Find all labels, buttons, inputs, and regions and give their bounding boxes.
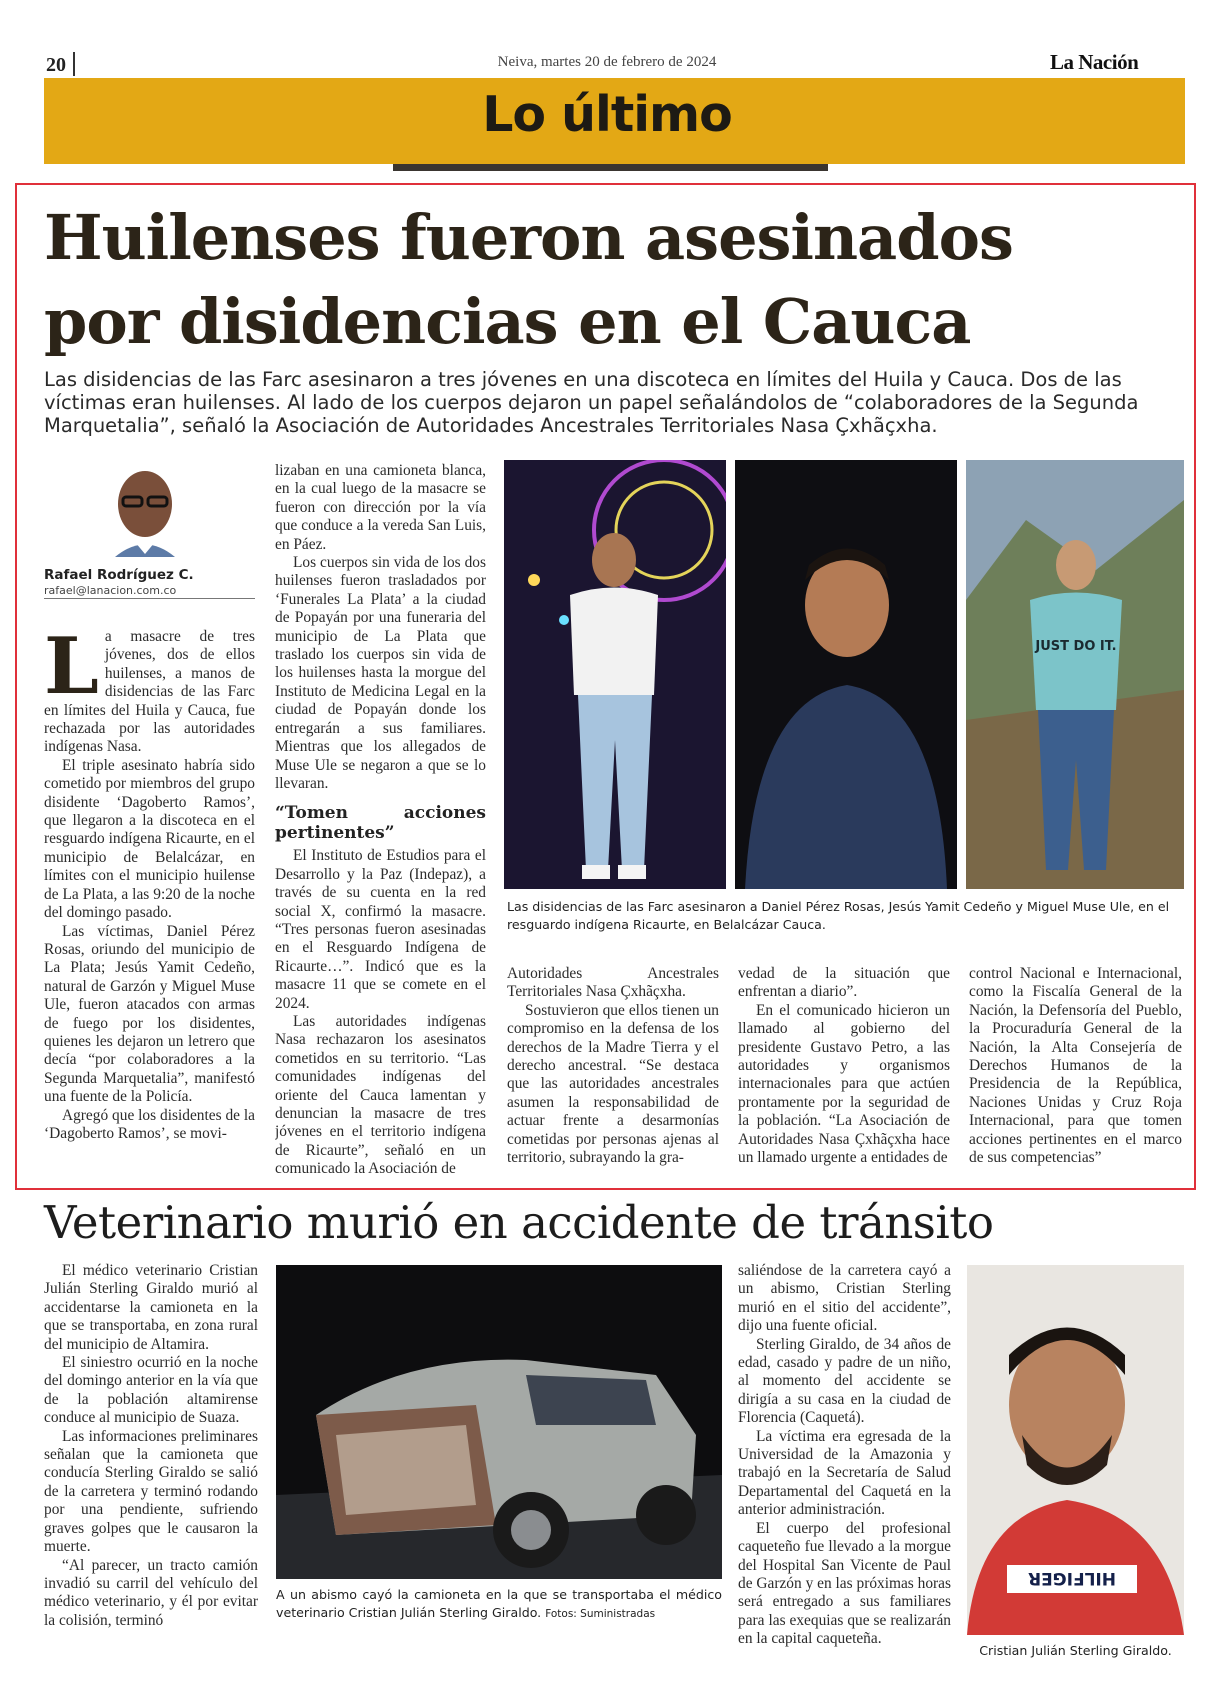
article1-column-5 — [969, 965, 1182, 1180]
portrait-caption: Cristian Julián Sterling Giraldo. — [979, 1643, 1172, 1658]
paragraph: lizaban en una camioneta blanca, en la cual luego de la masacre se fueron con dirección por la vía que conduce a la vereda San Luis, en Páez. — [275, 462, 486, 553]
article2-column-1 — [44, 1262, 258, 1697]
dateline: Neiva, martes 20 de febrero de 2024 — [497, 54, 717, 70]
headline-line-1: Huilenses fueron asesinados — [44, 201, 1013, 274]
victim-photo-1 — [504, 460, 726, 889]
paragraph: “Al parecer, un tracto camión invadió su carril del vehículo del médico veterinario, y él por evitar la colisión, terminó — [44, 1556, 258, 1629]
paragraph: a masacre de tres jóvenes, dos de ellos huilenses, a manos de disidencias de las Farc en límites del Huila y Cauca, fue rechazada por las autoridades indígenas Nasa. — [44, 628, 255, 756]
paragraph: La víctima era egresada de la Universidad de la Amazonia y trabajó en la Secretaría de Salud Departamental del Caquetá en la anterior administración. — [738, 1427, 951, 1519]
article2-headline: Veterinario murió en accidente de tránsito — [44, 1196, 994, 1249]
shirt-logo-text: JUST DO IT. — [1035, 639, 1117, 654]
article-lead: Las disidencias de las Farc asesinaron a tres jóvenes en una discoteca en límites del Huila y Cauca. Dos de las víctimas eran huilenses. Al lado de los cuerpos dejaron un papel señalándolos de “colaboradores de la Segunda Marquetalia”, señaló la Asociación de Autoridades Ancestrales Territoriales Nasa Çxhãçxha. — [44, 368, 1139, 437]
paragraph: El cuerpo del profesional caqueteño fue llevado a la morgue del Hospital San Vicente de Paul de Garzón y en las próximas horas será entregado a sus familiares para las exequias que se realizarán en la capital caqueteña. — [738, 1519, 951, 1648]
veterinarian-portrait — [967, 1265, 1184, 1635]
article1-column-4 — [738, 965, 950, 1180]
paragraph: En el comunicado hicieron un llamado al gobierno del presidente Gustavo Petro, a las autoridades y organismos internacionales para que actúen prontamente por la seguridad de la población. “La Asociación de Autoridades Nasa Çxhãçxha hace un llamado urgente a entidades de — [738, 1001, 950, 1167]
paragraph: El siniestro ocurrió en la noche del domingo anterior en la vía que de la población altamirense conduce al municipio de Suaza. — [44, 1354, 258, 1427]
crash-caption-text: A un abismo cayó la camioneta en la que se transportaba el médico veterinario Cristian Julián Sterling Giraldo. — [276, 1587, 722, 1620]
headline-line-2: por disidencias en el Cauca — [44, 285, 971, 358]
newspaper-logo: La Nación — [1050, 50, 1139, 74]
paragraph: Las víctimas, Daniel Pérez Rosas, oriundo del municipio de La Plata; Jesús Yamit Cedeño, natural de Garzón y Miguel Muse Ule, fueron atacados con armas de fuego por los disidentes, quienes les dejaron un letrero que decía “por colaboradores a la Segunda Marquetalia”, manifestó una fuente de la Policía. — [44, 922, 255, 1106]
photo-credit: Fotos: Suministradas — [545, 1608, 656, 1620]
paragraph: vedad de la situación que enfrentan a diario”. — [738, 965, 950, 1001]
article1-column-3 — [507, 965, 719, 1180]
author-photo — [105, 462, 185, 557]
paragraph: Sostuvieron que ellos tienen un compromiso en la defensa de los derechos de la Madre Tierra y el derecho ancestral. “Se destaca que las autoridades ancestrales asumen la responsabilidad de actuar frente a desarmonías cometidas por personas ajenas al territorio, subrayando la gra- — [507, 1001, 719, 1167]
paragraph: control Nacional e Internacional, como la Fiscalía General de la Nación, la Defensoría del Pueblo, la Procuraduría General de la Nación, la Alta Consejería de Derechos Humanos de la Presidencia de la República, Naciones Unidas y Cruz Roja Internacional, para que tomen acciones pertinentes en el marco de sus competencias” — [969, 965, 1182, 1167]
paragraph: saliéndose de la carretera cayó a un abismo, Cristian Sterling murió en el sitio del accidente”, dijo una fuente oficial. — [738, 1262, 951, 1335]
section-underline — [393, 164, 828, 171]
article-headline — [44, 196, 1164, 364]
victim-photo-2 — [735, 460, 957, 889]
page-number: 20 — [46, 54, 66, 76]
article1-column-2 — [275, 462, 486, 1180]
portrait-shirt-text: HILFIGER — [1028, 1568, 1116, 1588]
crash-photo-caption — [276, 1586, 722, 1623]
author-email: rafael@lanacion.com.co — [44, 584, 177, 597]
paragraph: El triple asesinato habría sido cometido por miembros del grupo disidente ‘Dagoberto Ramos’, que llegaron a la discoteca en el resguardo indígena Ricaurte, en el municipio de Belalcázar, en límites con el municipio huilense de La Plata, a las 9:20 de la noche del domingo pasado. — [44, 756, 255, 922]
author-name: Rafael Rodríguez C. — [44, 567, 194, 583]
subheading: “Tomen acciones pertinentes” — [275, 803, 486, 844]
paragraph: Las autoridades indígenas Nasa rechazaron los asesinatos cometidos en su territorio. “Las comunidades indígenas del oriente del Cauca lamentan y denuncian la masacre de tres jóvenes en el territorio indígena de Ricaurte”, señaló en un comunicado la Asociación de — [275, 1012, 486, 1178]
crash-photo — [276, 1265, 722, 1579]
drop-cap: L — [44, 628, 99, 712]
section-title: Lo último — [482, 86, 732, 143]
author-divider — [44, 598, 255, 599]
paragraph: Sterling Giraldo, de 34 años de edad, casado y padre de un niño, al momento del accidente se dirigía a su casa en la ciudad de Florencia (Caquetá). — [738, 1335, 951, 1427]
paragraph: El Instituto de Estudios para el Desarrollo y la Paz (Indepaz), a través de su cuenta en la red social X, confirmó la masacre. “Tres personas fueron asesinadas en el Resguardo Indígena de Ricaurte…”. Indicó que es la masacre 11 que se comete en el 2024. — [275, 847, 486, 1012]
paragraph: Los cuerpos sin vida de los dos huilenses fueron trasladados por ‘Funerales La Plata’ a la ciudad de Popayán por una funeraria del municipio de La Plata que traslado los cuerpos sin vida de los huilenses hasta la morgue del Instituto de Medicina Legal en la ciudad de Popayán donde los entregarán a sus familiares. Mientras que los allegados de Muse Ule se negaron a que se lo llevaran. — [275, 554, 486, 792]
article2-column-2 — [738, 1262, 951, 1697]
victim-photo-3 — [966, 460, 1184, 889]
article1-column-1 — [44, 628, 255, 1180]
paragraph: El médico veterinario Cristian Julián Sterling Giraldo murió al accidentarse la camioneta en la que se transportaba, en zona rural del municipio de Altamira. — [44, 1262, 258, 1353]
paragraph: Agregó que los disidentes de la ‘Dagoberto Ramos’, se movi- — [44, 1106, 255, 1142]
paragraph: Autoridades Ancestrales Territoriales Nasa Çxhãçxha. — [507, 965, 719, 1001]
paragraph: Las informaciones preliminares señalan que la camioneta que conducía Sterling Giraldo se salió de la carretera y terminó rodando por una pendiente, sufriendo graves golpes que le causaron la muerte. — [44, 1427, 258, 1556]
photo-caption: Las disidencias de las Farc asesinaron a Daniel Pérez Rosas, Jesús Yamit Cedeño y Miguel Muse Ule, en el resguardo indígena Ricaurte, en Belalcázar Cauca. — [507, 899, 1170, 932]
